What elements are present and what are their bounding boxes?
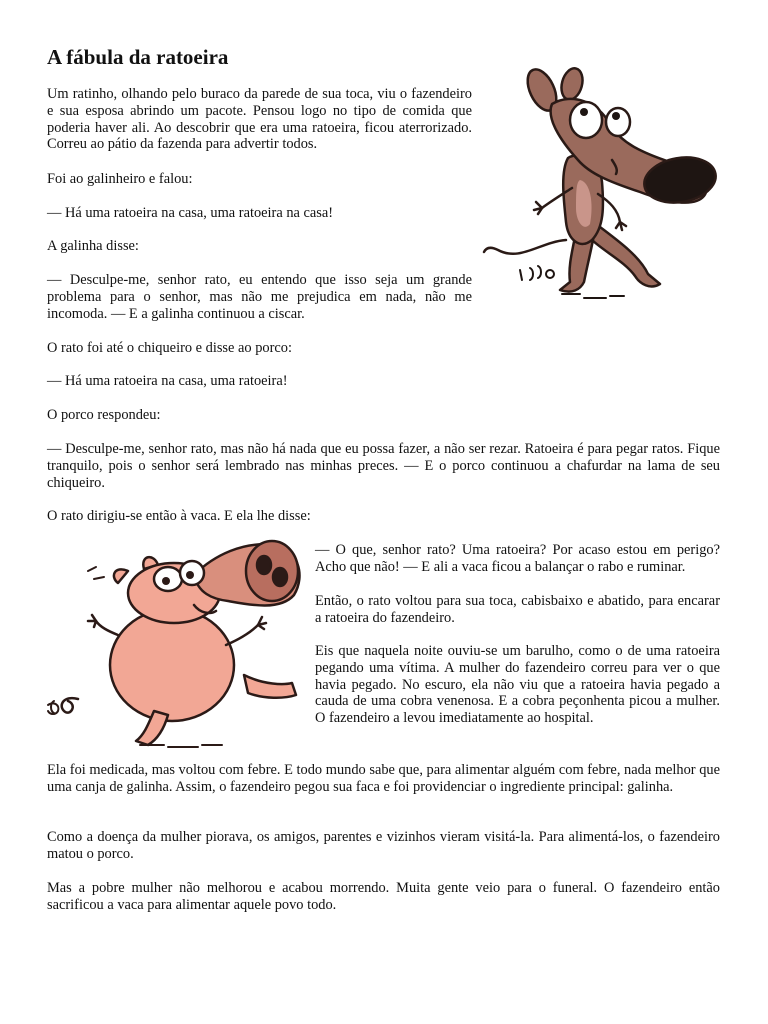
- pig-illustration: [44, 535, 306, 750]
- page-title: A fábula da ratoeira: [47, 45, 229, 69]
- paragraph-12: Então, o rato voltou para sua toca, cabisbaixo e abatido, para encarar a ratoeira do fazendeiro.: [315, 593, 720, 626]
- paragraph-11: — O que, senhor rato? Uma ratoeira? Por acaso estou em perigo? Acho que não! — E ali a vaca ficou a balançar o rabo e ruminar.: [315, 542, 720, 575]
- paragraph-10: O rato dirigiu-se então à vaca. E ela lhe disse:: [47, 508, 311, 524]
- mouse-illustration: [480, 62, 724, 310]
- paragraph-8: O porco respondeu:: [47, 407, 161, 423]
- paragraph-7: — Há uma ratoeira na casa, uma ratoeira!: [47, 373, 288, 389]
- paragraph-15: Como a doença da mulher piorava, os amigos, parentes e vizinhos vieram visitá-la. Para alimentá-los, o fazendeiro matou o porco.: [47, 829, 720, 862]
- paragraph-13: Eis que naquela noite ouviu-se um barulho, como o de uma ratoeira pegando uma vítima. A mulher do fazendeiro correu para ver o que havia pegado. No escuro, ela não viu que a ratoeira havia pegado a cauda de uma cobra venenosa. E a cobra peçonhenta picou a mulher. O fazendeiro a levou imediatamente ao hospital.: [315, 643, 720, 727]
- paragraph-3: — Há uma ratoeira na casa, uma ratoeira na casa!: [47, 205, 334, 221]
- paragraph-9: — Desculpe-me, senhor rato, mas não há nada que eu possa fazer, a não ser rezar. Ratoeira é para pegar ratos. Fique tranquilo, pois o senhor será lembrado nas minhas preces. — E o porco continuou a chafurdar na lama de seu chiqueiro.: [47, 441, 720, 491]
- paragraph-14: Ela foi medicada, mas voltou com febre. E todo mundo sabe que, para alimentar alguém com febre, nada melhor que uma canja de galinha. Assim, o fazendeiro pegou sua faca e foi providenciar o ingrediente principal: galinha.: [47, 762, 720, 795]
- paragraph-2: Foi ao galinheiro e falou:: [47, 171, 193, 187]
- paragraph-6: O rato foi até o chiqueiro e disse ao porco:: [47, 340, 292, 356]
- paragraph-4: A galinha disse:: [47, 238, 139, 254]
- paragraph-16: Mas a pobre mulher não melhorou e acabou morrendo. Muita gente veio para o funeral. O fazendeiro então sacrificou a vaca para alimentar aquele povo todo.: [47, 880, 720, 913]
- paragraph-1: Um ratinho, olhando pelo buraco da parede de sua toca, viu o fazendeiro e sua esposa abrindo um pacote. Pensou logo no tipo de comida que poderia haver ali. Ao descobrir que era uma ratoeira, ficou aterrorizado. Correu ao pátio da fazenda para advertir todos.: [47, 86, 472, 153]
- paragraph-5: — Desculpe-me, senhor rato, eu entendo que isso seja um grande problema para o senhor, mas não me prejudica em nada, não me incomoda. — E a galinha continuou a ciscar.: [47, 272, 472, 322]
